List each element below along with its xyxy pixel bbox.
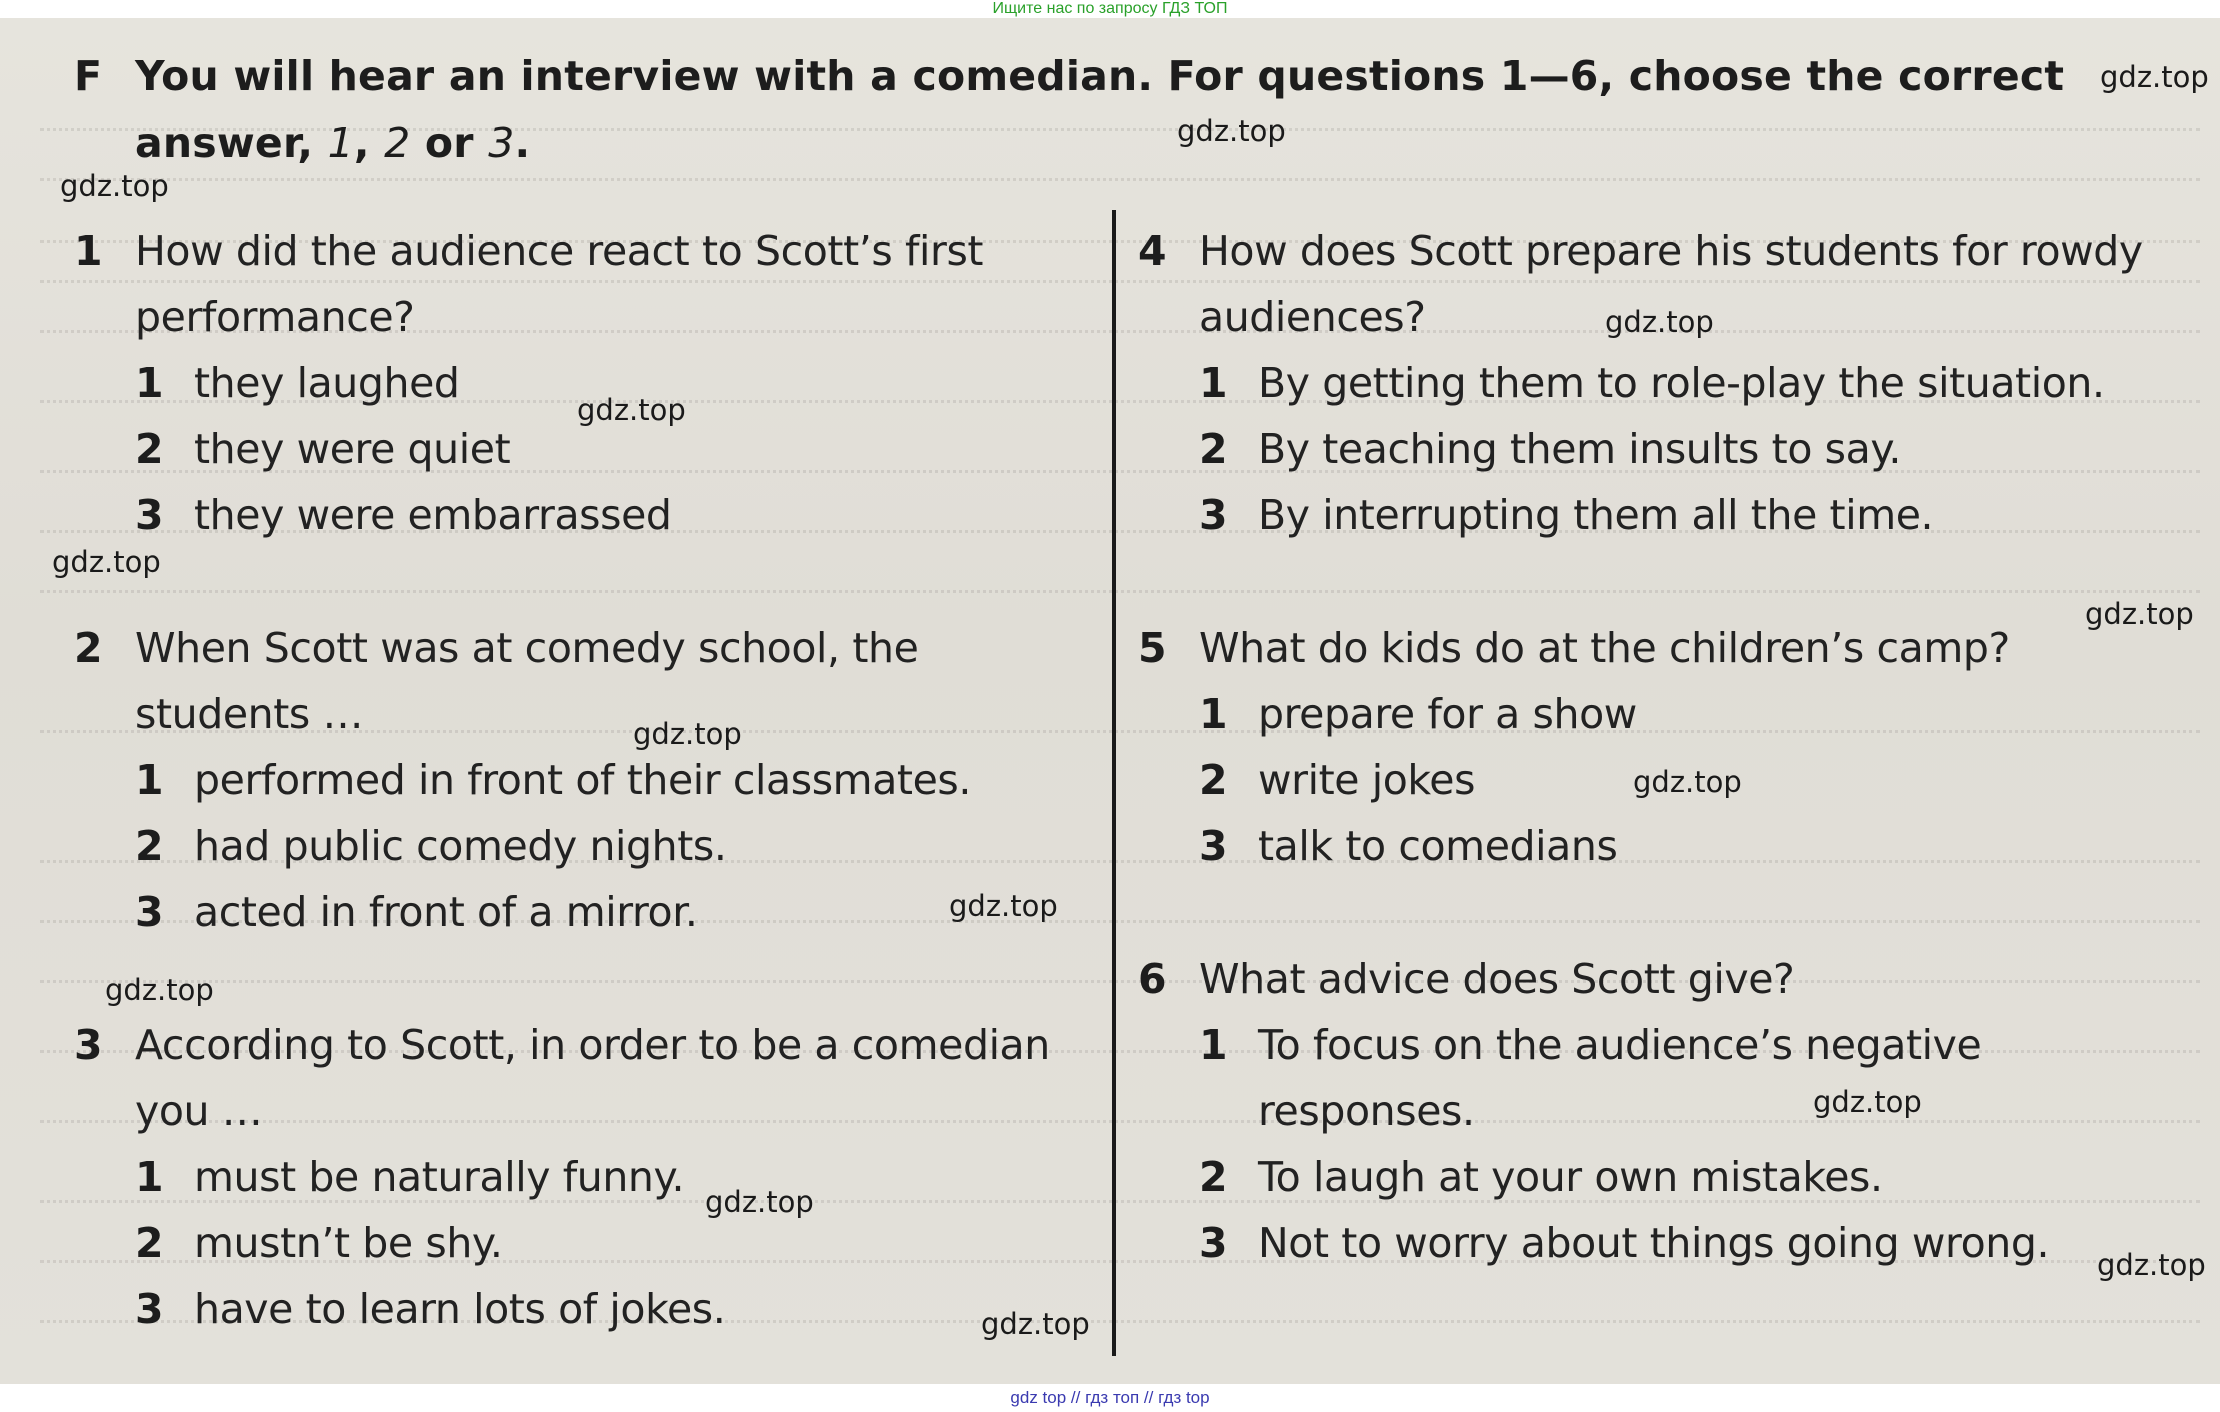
option-number: 2	[1199, 756, 1228, 804]
watermark: gdz.top	[2085, 597, 2194, 631]
question-number: 4	[1138, 227, 1167, 275]
question-text-line: How does Scott prepare his students for rowdy	[1199, 227, 2143, 275]
option-number: 3	[135, 491, 164, 539]
option-number: 3	[1199, 491, 1228, 539]
watermark: gdz.top	[2097, 1248, 2206, 1282]
option-text: performed in front of their classmates.	[194, 756, 972, 804]
watermark: gdz.top	[577, 393, 686, 427]
top-banner: Ищите нас по запросу ГДЗ ТОП	[992, 0, 1228, 17]
option-text: they were embarrassed	[194, 491, 672, 539]
option-text: By getting them to role-play the situation.	[1258, 359, 2105, 407]
question-text-line: How did the audience react to Scott’s first	[135, 227, 984, 275]
question-text-line: What advice does Scott give?	[1199, 955, 1795, 1003]
option-text: they were quiet	[194, 425, 511, 473]
question-number: 3	[74, 1021, 103, 1069]
option-number: 2	[135, 1219, 164, 1267]
option-text: mustn’t be shy.	[194, 1219, 503, 1267]
option-number: 3	[1199, 1219, 1228, 1267]
option-number: 1	[1199, 690, 1228, 738]
option-number: 1	[135, 359, 164, 407]
task-instruction-line1: You will hear an interview with a comedian. For questions 1—6, choose the correct	[135, 52, 2065, 100]
option-number: 3	[1199, 822, 1228, 870]
question-number: 1	[74, 227, 103, 275]
watermark: gdz.top	[2100, 60, 2209, 94]
question-text-line: When Scott was at comedy school, the	[135, 624, 919, 672]
watermark: gdz.top	[105, 973, 214, 1007]
option-number: 3	[135, 1285, 164, 1333]
watermark: gdz.top	[1177, 114, 1286, 148]
bottom-banner: gdz top // гдз топ // гдз top	[1010, 1388, 1210, 1407]
question-text-line: you …	[135, 1087, 263, 1135]
option-text: talk to comedians	[1258, 822, 1618, 870]
question-number: 5	[1138, 624, 1167, 672]
option-number: 2	[135, 822, 164, 870]
task-letter: F	[74, 52, 103, 100]
watermark: gdz.top	[1605, 305, 1714, 339]
option-number: 1	[135, 1153, 164, 1201]
option-number: 2	[135, 425, 164, 473]
question-text-line: students …	[135, 690, 364, 738]
question-number: 2	[74, 624, 103, 672]
option-text: By teaching them insults to say.	[1258, 425, 1901, 473]
option-text: To focus on the audience’s negative	[1258, 1021, 1982, 1069]
option-text: have to learn lots of jokes.	[194, 1285, 726, 1333]
option-text: Not to worry about things going wrong.	[1258, 1219, 2050, 1267]
watermark: gdz.top	[633, 717, 742, 751]
question-number: 6	[1138, 955, 1167, 1003]
watermark: gdz.top	[1633, 765, 1742, 799]
option-text: must be naturally funny.	[194, 1153, 685, 1201]
option-text: they laughed	[194, 359, 460, 407]
option-text: write jokes	[1258, 756, 1476, 804]
question-text-line: performance?	[135, 293, 415, 341]
option-text: acted in front of a mirror.	[194, 888, 698, 936]
question-text-line: audiences?	[1199, 293, 1426, 341]
option-number: 2	[1199, 1153, 1228, 1201]
column-divider	[1112, 210, 1116, 1356]
question-text-line: What do kids do at the children’s camp?	[1199, 624, 2010, 672]
option-text: prepare for a show	[1258, 690, 1637, 738]
option-text: By interrupting them all the time.	[1258, 491, 1934, 539]
watermark: gdz.top	[52, 545, 161, 579]
option-text-continuation: responses.	[1258, 1087, 1475, 1135]
option-number: 3	[135, 888, 164, 936]
option-number: 2	[1199, 425, 1228, 473]
option-number: 1	[135, 756, 164, 804]
option-text: To laugh at your own mistakes.	[1258, 1153, 1883, 1201]
option-text: had public comedy nights.	[194, 822, 727, 870]
question-text-line: According to Scott, in order to be a comedian	[135, 1021, 1050, 1069]
watermark: gdz.top	[981, 1307, 1090, 1341]
option-number: 1	[1199, 1021, 1228, 1069]
watermark: gdz.top	[1813, 1085, 1922, 1119]
task-instruction-line2: answer, 1, 2 or 3.	[135, 119, 531, 167]
watermark: gdz.top	[60, 169, 169, 203]
option-number: 1	[1199, 359, 1228, 407]
watermark: gdz.top	[705, 1185, 814, 1219]
watermark: gdz.top	[949, 889, 1058, 923]
